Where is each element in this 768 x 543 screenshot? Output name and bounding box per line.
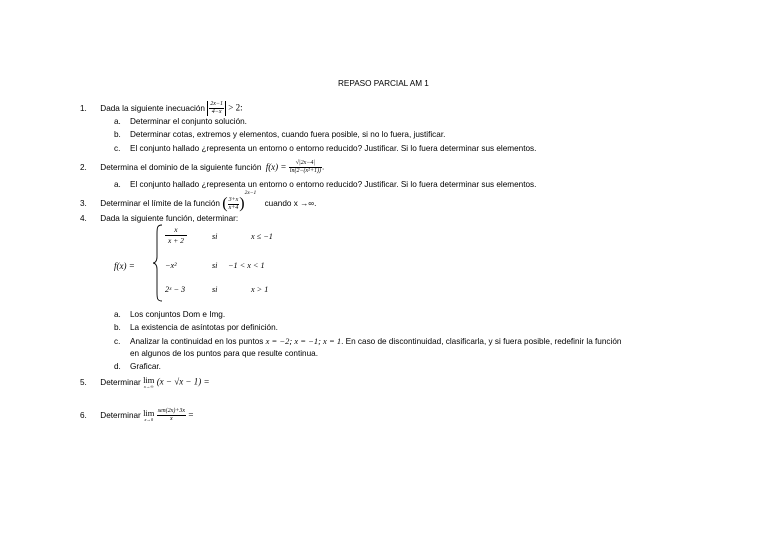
item-1b: b. Determinar cotas, extremos y elementos, cuando fuera posible, si no lo fuera, justificar. <box>114 130 446 139</box>
item-1a: a. Determinar el conjunto solución. <box>114 117 247 126</box>
case-2-si: si <box>212 261 218 270</box>
item-2a: a. El conjunto hallado ¿representa un entorno o entorno reducido? Justificar. Si lo fuera determinar sus elementos. <box>114 180 537 189</box>
case-2-expr: −x² <box>165 261 177 270</box>
limit-operator: lim x→0 <box>143 408 155 422</box>
piecewise-lhs: f(x) = <box>114 261 135 271</box>
item-1 <box>80 101 243 116</box>
item-4b: b. La existencia de asíntotas por definición. <box>114 323 278 332</box>
case-3-si: si <box>212 285 218 294</box>
item-4c: c. Analizar la continuidad en los puntos x = −2; x = −1; x = 1. En caso de discontinuidad, clasificarla, y si fuera posible, redefinir la función <box>114 336 622 346</box>
exponent: 2x−1 <box>244 190 257 197</box>
case-2-cond: −1 < x < 1 <box>228 261 265 270</box>
case-1-expr: $\frac{x}{x + 2}$ <box>165 225 187 246</box>
absolute-value <box>207 101 226 116</box>
case-3-expr: 2ˣ − 3 <box>165 285 186 294</box>
page-title: REPASO PARCIAL AM 1 <box>338 79 429 88</box>
item-2: 2. Determina el dominio de la siguiente función f(x) = $\frac{√|2x-4|}{\text{ln(2−(x²+1))}}$ . <box>80 160 325 174</box>
item-number: 1. <box>80 103 87 113</box>
case-3-cond: x > 1 <box>251 285 269 294</box>
case-1-cond: x ≤ −1 <box>251 232 273 241</box>
item-4a: a. Los conjuntos Dom e Img. <box>114 310 226 319</box>
continuity-points: x = −2; x = −1; x = 1 <box>265 336 342 346</box>
fraction: $\frac{√|2x-4|}{\text{ln(2−(x²+1))}}$ <box>289 160 321 174</box>
item-5: 5. Determinar lim x→∞ (x − √x − 1) = <box>80 375 210 389</box>
fraction: $\frac{3+x}{x+4}$ <box>228 196 239 211</box>
limit-operator: lim x→∞ <box>143 375 155 389</box>
item-4d: d. Graficar. <box>114 362 161 371</box>
fraction: $\frac{2x-1}{4-x}$ <box>210 101 223 115</box>
case-1-si: si <box>212 232 218 241</box>
function-lhs: f(x) = <box>265 161 287 172</box>
item-3: 3. Determinar el límite de la función ( $\frac{3+x}{x+4}$ )$^{2x-1}$ cuando x →∞. <box>80 190 317 212</box>
fraction: $\frac{\text{sen(2x)+3x}}{x}$ <box>157 408 186 422</box>
item-4: 4. Dada la siguiente función, determinar: <box>80 214 239 223</box>
item-6: 6. Determinar lim x→0 $\frac{\text{sen(2x)+3x}}{x}$ = <box>80 408 194 422</box>
item-4c-continued: en algunos de los puntos para que resulte continua. <box>130 349 318 358</box>
inequality-rest: > 2: <box>228 102 243 113</box>
item-1c: c. El conjunto hallado ¿representa un entorno o entorno reducido? Justificar. Si lo fuera determinar sus elementos. <box>114 144 537 153</box>
item-text: Dada la siguiente inecuación <box>100 103 205 113</box>
limit-expression: (x − √x − 1) = <box>156 376 210 387</box>
left-brace <box>152 224 164 302</box>
